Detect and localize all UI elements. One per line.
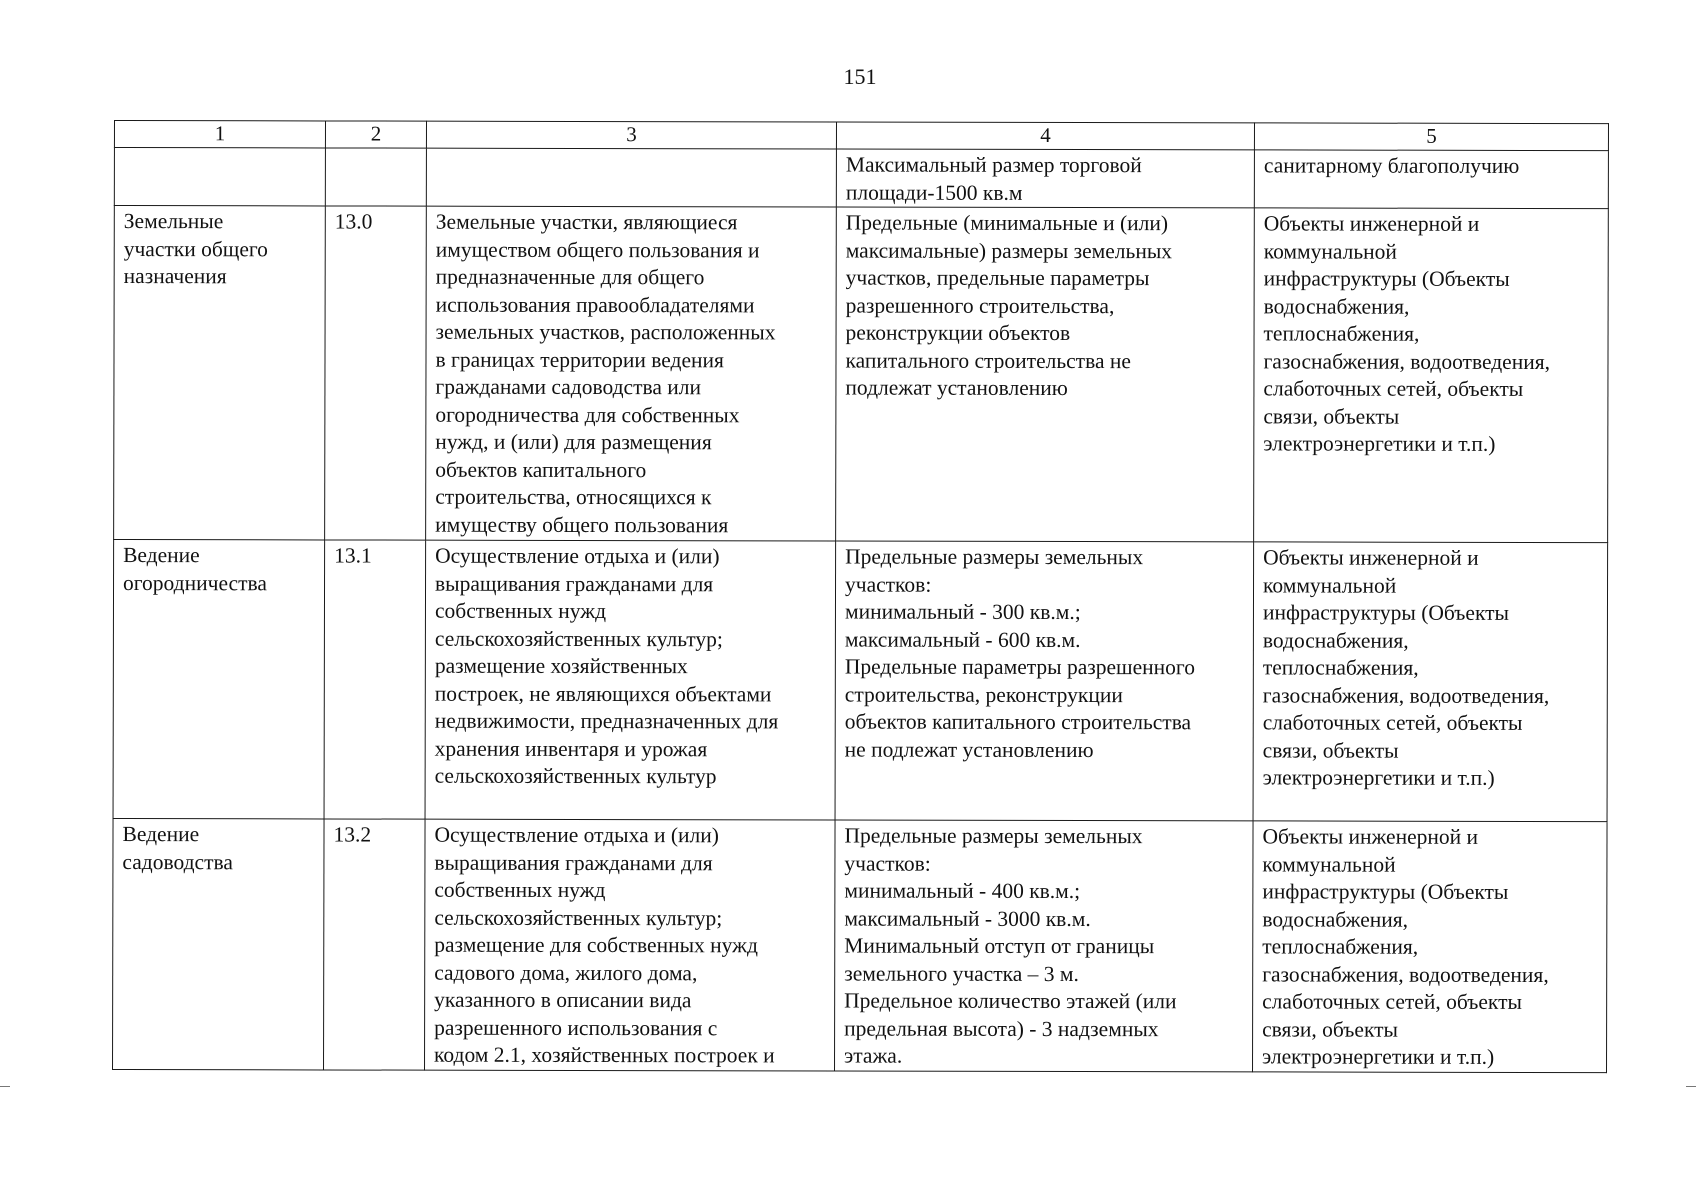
table-row [113, 818, 1608, 1072]
left-edge-mark [0, 1086, 10, 1087]
column-number: 5 [1254, 123, 1608, 151]
column-number: 3 [426, 121, 836, 149]
cell-parameters: Предельные размеры земельных участков: минимальный - 400 кв.м.; максимальный - 3000 кв.м. Минимальный отступ от границы земельного участка – 3 м. Предельное количество этажей (или предельная высота) - 3 надземных этажа. [835, 820, 1254, 1071]
land-use-table [112, 120, 1609, 1073]
cell-restrictions: Объекты инженерной и коммунальной инфраструктуры (Объекты водоснабжения, теплоснабжения, газоснабжения, водоотведения, слаботочных сетей, объекты связи, объекты электроэнергетики и т.п.) [1253, 542, 1608, 822]
table-row [113, 540, 1608, 822]
cell-code: 13.2 [324, 819, 426, 1070]
cell-name [114, 148, 325, 206]
cell-code [325, 148, 426, 206]
cell-description: Осуществление отдыха и (или) выращивания гражданами для собственных нужд сельскохозяйственных культур; размещение хозяйственных построек, не являющихся объектами недвижимости, предназначенных для хранения инвентаря и урожая сельскохозяйственных культур [425, 540, 836, 820]
cell-name: Ведение огородничества [113, 540, 325, 819]
cell-description [426, 148, 836, 207]
cell-restrictions: Объекты инженерной и коммунальной инфраструктуры (Объекты водоснабжения, теплоснабжения, газоснабжения, водоотведения, слаботочных сетей, объекты связи, объекты электроэнергетики и т.п.) [1253, 821, 1608, 1072]
cell-parameters: Предельные размеры земельных участков: минимальный - 300 кв.м.; максимальный - 600 кв.м. Предельные параметры разрешенного строительства, реконструкции объектов капитального строительства не подлежат установлению [835, 541, 1254, 821]
cell-restrictions: санитарному благополучию [1254, 150, 1608, 209]
column-number-row [114, 121, 1608, 151]
cell-code: 13.0 [325, 206, 427, 540]
column-number: 1 [114, 121, 325, 148]
column-number: 2 [325, 121, 426, 148]
cell-name: Ведение садоводства [113, 818, 325, 1069]
cell-description: Осуществление отдыха и (или) выращивания гражданами для собственных нужд сельскохозяйственных культур; размещение для собственных нужд садового дома, жилого дома, указанного в описании вида разрешенного использования с кодом 2.1, хозяйственных построек и [425, 819, 836, 1070]
page-number: 151 [843, 64, 877, 89]
column-number: 4 [836, 122, 1254, 150]
continuation-row [114, 148, 1608, 209]
cell-description: Земельные участки, являющиеся имуществом общего пользования и предназначенные для общего использования правообладателями земельных участков, расположенных в границах территории ведения гражданами садоводства или огородничества для собственных нужд, и (или) для размещения объектов капитального строительства, относящихся к имуществу общего пользования [426, 206, 837, 541]
cell-name: Земельные участки общего назначения [114, 206, 326, 540]
right-edge-mark [1686, 1086, 1696, 1087]
table-row [114, 206, 1609, 543]
cell-code: 13.1 [324, 540, 426, 819]
cell-parameters: Предельные (минимальные и (или) максимальные) размеры земельных участков, предельные параметры разрешенного строительства, реконструкции объектов капитального строительства не подлежат установлению [836, 207, 1255, 542]
cell-parameters: Максимальный размер торговой площади-1500 кв.м [836, 149, 1254, 208]
cell-restrictions: Объекты инженерной и коммунальной инфраструктуры (Объекты водоснабжения, теплоснабжения, газоснабжения, водоотведения, слаботочных сетей, объекты связи, объекты электроэнергетики и т.п.) [1254, 208, 1609, 543]
